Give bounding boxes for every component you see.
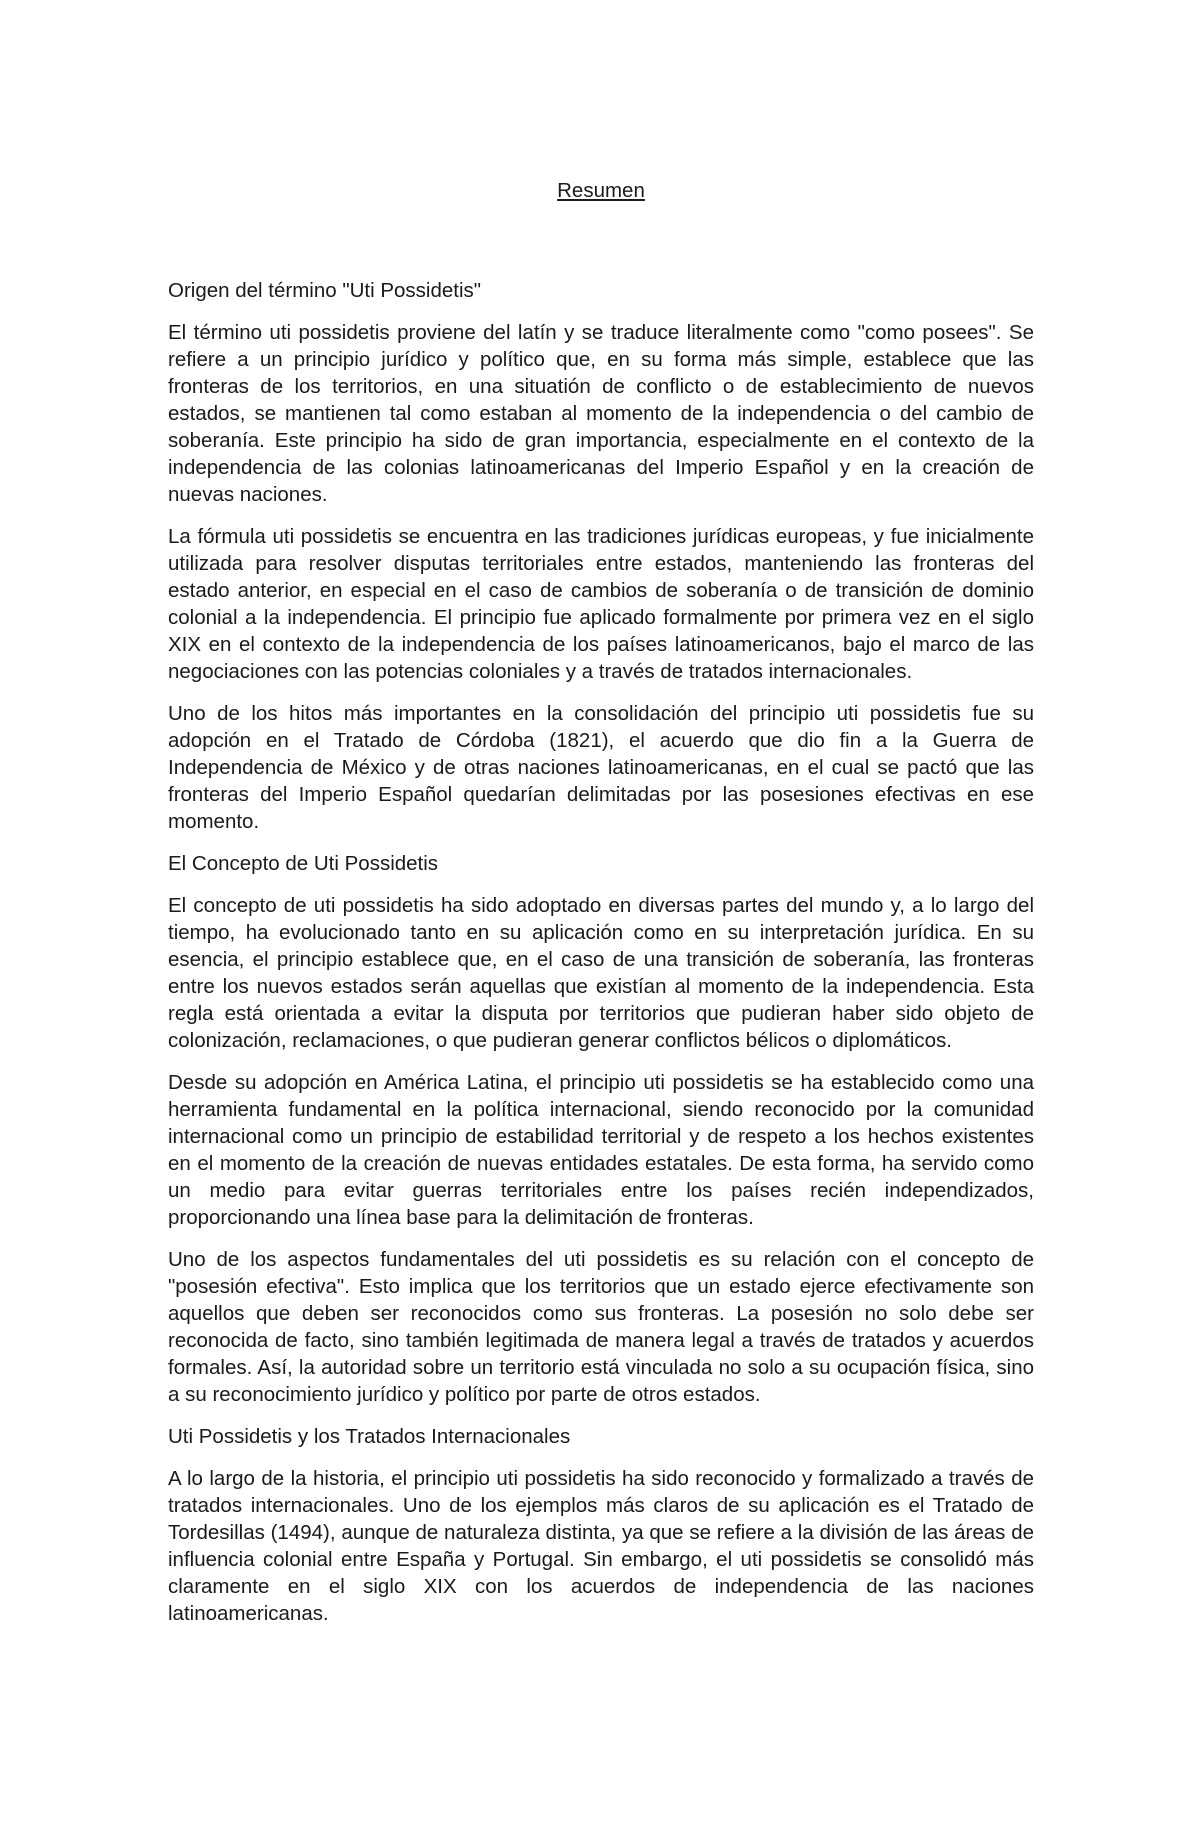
paragraph: El término uti possidetis proviene del latín y se traduce literalmente como "como posees". Se refiere a un principio jurídico y político que, en su forma más simple, establece que las fronteras de los territorios, en una situatión de conflicto o de establecimiento de nuevos estados, se mantienen tal como estaban al momento de la independencia o del cambio de soberanía. Este principio ha sido de gran importancia, especialmente en el contexto de la independencia de las colonias latinoamericanas del Imperio Español y en la creación de nuevas naciones.	[168, 321, 1034, 506]
paragraph: La fórmula uti possidetis se encuentra en las tradiciones jurídicas europeas, y fue inicialmente utilizada para resolver disputas territoriales entre estados, manteniendo las fronteras del estado anterior, en especial en el caso de cambios de soberanía o de transición de dominio colonial a la independencia. El principio fue aplicado formalmente por primera vez en el siglo XIX en el contexto de la independencia de los países latinoamericanos, bajo el marco de las negociaciones con las potencias coloniales y a través de tratados internacionales.	[168, 525, 1034, 683]
section-heading-tratados: Uti Possidetis y los Tratados Internacionales	[168, 1425, 571, 1448]
paragraph: El concepto de uti possidetis ha sido adoptado en diversas partes del mundo y, a lo largo del tiempo, ha evolucionado tanto en su aplicación como en su interpretación jurídica. En su esencia, el principio establece que, en el caso de una transición de soberanía, las fronteras entre los nuevos estados serán aquellas que existían al momento de la independencia. Esta regla está orientada a evitar la disputa por territorios que pudieran haber sido objeto de colonización, reclamaciones, o que pudieran generar conflictos bélicos o diplomáticos.	[168, 894, 1034, 1052]
section-heading-origen: Origen del término "Uti Possidetis"	[168, 279, 482, 302]
paragraph: A lo largo de la historia, el principio uti possidetis ha sido reconocido y formalizado a través de tratados internacionales. Uno de los ejemplos más claros de su aplicación es el Tratado de Tordesillas (1494), aunque de naturaleza distinta, ya que se refiere a la división de las áreas de influencia colonial entre España y Portugal. Sin embargo, el uti possidetis se consolidó más claramente en el siglo XIX con los acuerdos de independencia de las naciones latinoamericanas.	[168, 1467, 1034, 1625]
paragraph: Uno de los aspectos fundamentales del uti possidetis es su relación con el concepto de "posesión efectiva". Esto implica que los territorios que un estado ejerce efectivamente son aquellos que deben ser reconocidos como sus fronteras. La posesión no solo debe ser reconocida de facto, sino también legitimada de manera legal a través de tratados y acuerdos formales. Así, la autoridad sobre un territorio está vinculada no solo a su ocupación física, sino a su reconocimiento jurídico y político por parte de otros estados.	[168, 1248, 1034, 1406]
section-heading-concepto: El Concepto de Uti Possidetis	[168, 852, 439, 875]
paragraph: Desde su adopción en América Latina, el principio uti possidetis se ha establecido como una herramienta fundamental en la política internacional, siendo reconocido por la comunidad internacional como un principio de estabilidad territorial y de respeto a los hechos existentes en el momento de la creación de nuevas entidades estatales. De esta forma, ha servido como un medio para evitar guerras territoriales entre los países recién independizados, proporcionando una línea base para la delimitación de fronteras.	[168, 1071, 1034, 1229]
paragraph: Uno de los hitos más importantes en la consolidación del principio uti possidetis fue su adopción en el Tratado de Córdoba (1821), el acuerdo que dio fin a la Guerra de Independencia de México y de otras naciones latinoamericanas, en el cual se pactó que las fronteras del Imperio Español quedarían delimitadas por las posesiones efectivas en ese momento.	[168, 702, 1034, 833]
document-body	[168, 178, 1034, 1627]
page-title: Resumen	[557, 179, 645, 202]
